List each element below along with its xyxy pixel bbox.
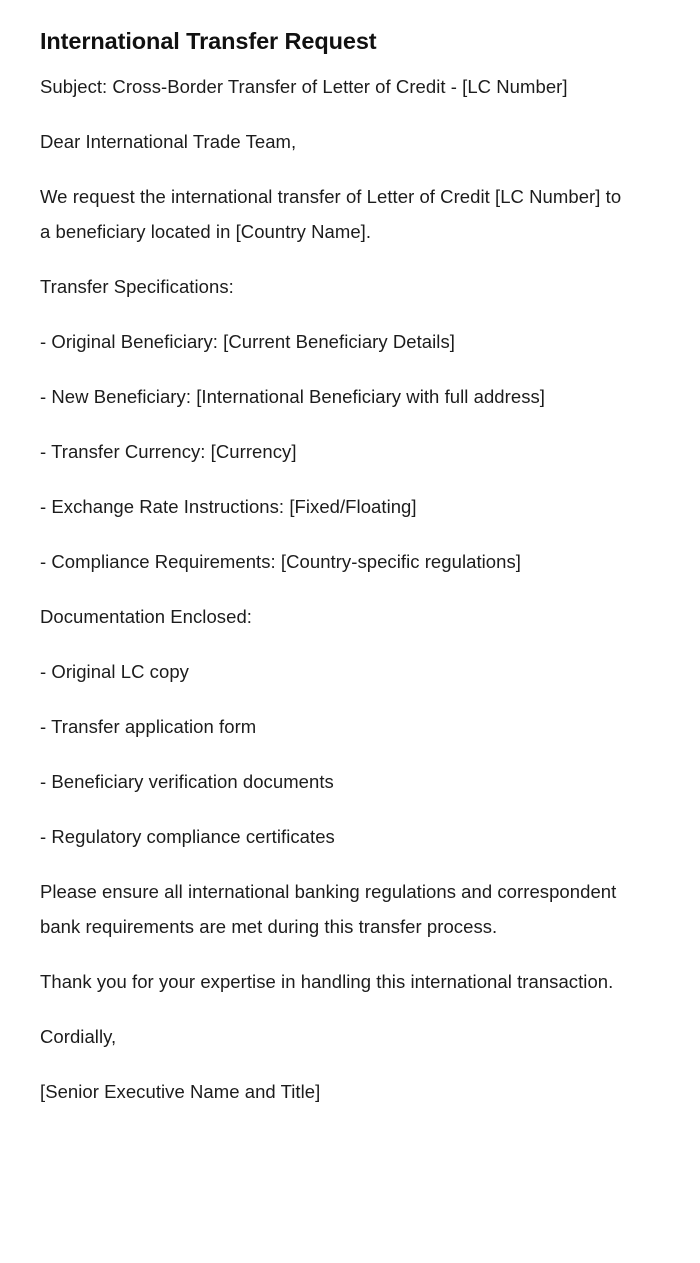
paragraph-spec-new-beneficiary: - New Beneficiary: [International Beneficiary with full address] xyxy=(40,386,545,407)
paragraph-doc-regulatory: - Regulatory compliance certificates xyxy=(40,826,335,847)
paragraph-signature: [Senior Executive Name and Title] xyxy=(40,1081,321,1102)
paragraph-salutation: Dear International Trade Team, xyxy=(40,131,297,152)
document-body xyxy=(40,69,630,1109)
paragraph-request-body: We request the international transfer of Letter of Credit [LC Number] to a beneficiary located in [Country Name]. xyxy=(40,186,622,242)
paragraph-spec-transfer-currency: - Transfer Currency: [Currency] xyxy=(40,441,297,462)
paragraph-spec-compliance: - Compliance Requirements: [Country-specific regulations] xyxy=(40,551,521,572)
paragraph-thanks: Thank you for your expertise in handling this international transaction. xyxy=(40,971,614,992)
paragraph-spec-exchange-rate: - Exchange Rate Instructions: [Fixed/Floating] xyxy=(40,496,417,517)
page-title: International Transfer Request xyxy=(40,28,377,54)
paragraph-doc-verification: - Beneficiary verification documents xyxy=(40,771,334,792)
paragraph-specs-heading: Transfer Specifications: xyxy=(40,276,234,297)
paragraph-spec-original-beneficiary: - Original Beneficiary: [Current Beneficiary Details] xyxy=(40,331,455,352)
paragraph-doc-transfer-form: - Transfer application form xyxy=(40,716,257,737)
paragraph-subject: Subject: Cross-Border Transfer of Letter of Credit - [LC Number] xyxy=(40,76,568,97)
paragraph-compliance-notice: Please ensure all international banking regulations and correspondent bank requirements are met during this transfer process. xyxy=(40,881,617,937)
paragraph-closing: Cordially, xyxy=(40,1026,117,1047)
paragraph-doc-original-lc: - Original LC copy xyxy=(40,661,189,682)
paragraph-documentation-heading: Documentation Enclosed: xyxy=(40,606,252,627)
